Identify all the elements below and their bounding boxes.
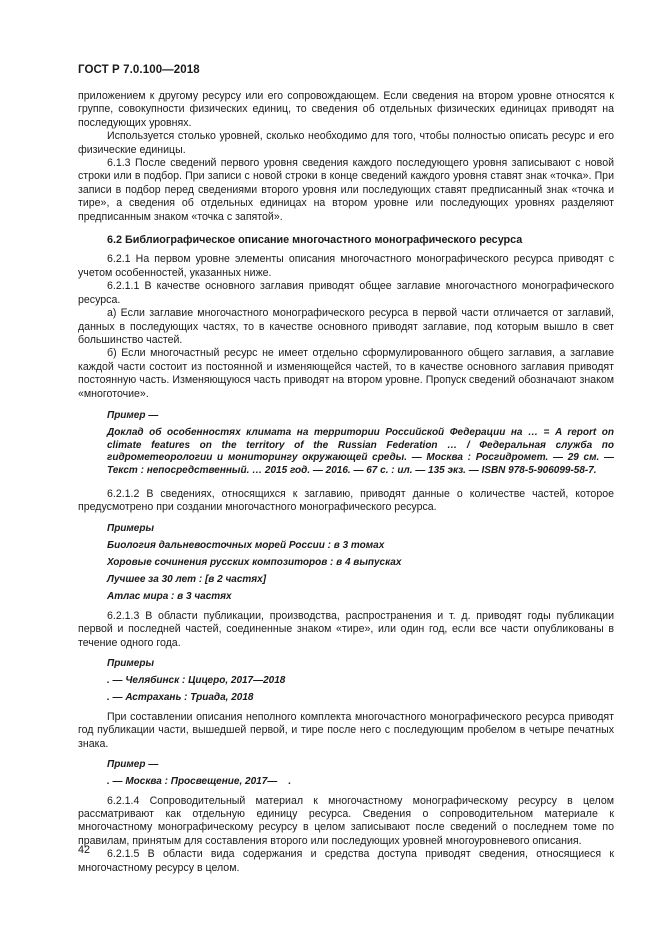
paragraph: 6.2.1.5 В области вида содержания и средства доступа приводят сведения, относящиеся к многочастному ресурсу в целом. — [78, 848, 614, 874]
section-heading: 6.2 Библиографическое описание многочастного монографического ресурса — [107, 234, 523, 247]
example-item: Хоровые сочинения русских композиторов : в 4 выпусках — [107, 556, 402, 568]
example-label: Примеры — [107, 522, 155, 534]
paragraph: 6.2.1.3 В области публикации, производства, распространения и т. д. приводят годы публикации первой и последней частей, соединенные знаком «тире», или один год, если все части опубликованы в течение одного года. — [78, 609, 614, 649]
paragraph: 6.2.1.1 В качестве основного заглавия приводят общее заглавие многочастного монографического ресурса. — [78, 280, 614, 306]
example-block — [107, 410, 614, 477]
document-header: ГОСТ Р 7.0.100—2018 — [78, 64, 200, 76]
example-item: . — Астрахань : Триада, 2018 — [107, 692, 254, 704]
example-text: Доклад об особенностях климата на территории Российской Федерации на … = A report on climate features on the territory of the Russian Federation … / Федеральная служба по гидрометеорологии и мониторингу окружающей среды. — Москва : Росгидромет. — 29 см. — Текст : непосредственный. … 2015 год. — 2016. — 67 с. : ил. — 135 экз. — ISBN 978-5-906099-58-7. — [107, 427, 614, 476]
example-item: Атлас мира : в 3 частях — [107, 591, 232, 603]
paragraph: 6.1.3 После сведений первого уровня сведения каждого последующего уровня записывают с новой строки или в подбор. При записи с новой строки в конце сведений каждого уровня ставят знак «точка». При записи в подбор перед сведениями второго уровня или последующих ставят предписанный знак «точка и тире», а сведения об отдельных единицах на втором уровне или последующих уровнях разделяют предписанным знаком «точка с запятой». — [78, 157, 614, 223]
document-page — [78, 0, 614, 935]
paragraph: 6.2.1.2 В сведениях, относящихся к заглавию, приводят данные о количестве частей, которое предусмотрено при создании многочастного монографического ресурса. — [78, 487, 614, 514]
paragraph: б) Если многочастный ресурс не имеет отдельно сформулированного общего заглавия, а заглавие каждой части состоит из постоянной и изменяющейся частей, то в качестве основного заглавия приводят постоянную часть. Изменяющуюся часть приводят на втором уровне. Пропуск сведений обозначают знаком «многоточие». — [78, 347, 614, 400]
example-label: Пример — — [107, 409, 159, 421]
example-item: . — Москва : Просвещение, 2017— . — [107, 776, 292, 787]
example-item: Биология дальневосточных морей России : в 3 томах — [107, 539, 385, 551]
example-label: Пример — — [107, 758, 159, 770]
paragraph: Используется столько уровней, сколько необходимо для того, чтобы полностью описать ресурс и его физические единицы. — [78, 130, 614, 156]
example-block — [107, 759, 614, 789]
example-label: Примеры — [107, 657, 155, 669]
paragraph: При составлении описания неполного комплекта многочастного монографического ресурса приводят год публикации части, вышедшей первой, и тире после него с последующим пробелом в четыре печатных знака. — [78, 710, 614, 750]
document-body — [78, 90, 614, 875]
example-item: Лучшее за 30 лет : [в 2 частях] — [107, 574, 267, 585]
example-block — [107, 658, 614, 705]
example-block — [107, 523, 614, 604]
paragraph: 6.2.1 На первом уровне элементы описания многочастного монографического ресурса приводят с учетом особенностей, указанных ниже. — [78, 253, 614, 279]
paragraph: 6.2.1.4 Сопроводительный материал к многочастному монографическому ресурсу в целом рассматривают как отдельную единицу ресурса. Сведения о сопроводительном материале к многочастному монографическому ресурсу в целом записывают после сведений о последнем томе по правилам, принятым для составления второго или последующих уровней многоуровневого описания. — [78, 794, 614, 847]
paragraph: приложением к другому ресурсу или его сопровождающем. Если сведения на втором уровне относятся к группе, совокупности физических единиц, то сведения об отдельных физических единицах приводят на последующих уровнях. — [78, 90, 614, 129]
paragraph: а) Если заглавие многочастного монографического ресурса в первой части отличается от заглавий, данных в последующих частях, то в качестве основного приводят заглавие, под которым вышло в свет большинство частей. — [78, 307, 614, 346]
page-number: 42 — [78, 844, 91, 856]
example-item: . — Челябинск : Цицеро, 2017—2018 — [107, 675, 286, 686]
